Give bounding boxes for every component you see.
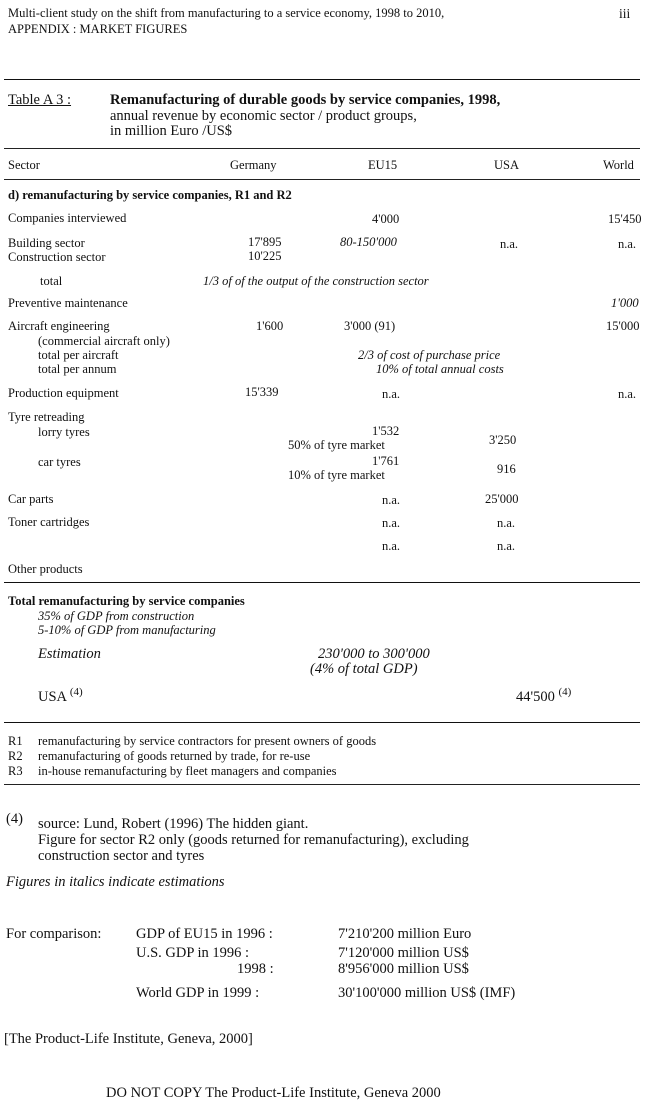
estimation-value: 230'000 to 300'000 <box>318 646 430 662</box>
row-label: Preventive maintenance <box>8 296 128 310</box>
row-label: lorry tyres <box>38 425 90 439</box>
cell-eu15-note: 50% of tyre market <box>288 438 385 452</box>
world-gdp-label: World GDP in 1999 : <box>136 985 260 1001</box>
cell-eu15: n.a. <box>382 493 401 507</box>
row-label: total per annum <box>38 362 117 376</box>
world-gdp-value: 30'100'000 million US$ (IMF) <box>338 985 516 1001</box>
table-title: Remanufacturing of durable goods by service companies, 1998, <box>110 92 501 108</box>
footnote-ref: (4) <box>6 811 23 827</box>
row-label: Production equipment <box>8 386 119 400</box>
footnote-line-2: Figure for sector R2 only (goods returned for remanufacturing), excluding <box>38 832 469 848</box>
eu-gdp-label: GDP of EU15 in 1996 : <box>136 926 273 942</box>
cell-world: 15'000 <box>606 319 640 333</box>
comparison-label: For comparison: <box>6 926 102 942</box>
divider <box>4 784 640 785</box>
table-label: Table A 3 : <box>8 92 72 108</box>
row-label: Construction sector <box>8 250 106 264</box>
row-note: 1/3 of of the output of the construction sector <box>203 274 429 288</box>
column-header-sector: Sector <box>8 158 40 172</box>
row-label: Tyre retreading <box>8 410 85 424</box>
cell-eu15: 80-150'000 <box>340 235 397 249</box>
us-gdp-label: U.S. GDP in 1996 : <box>136 945 250 961</box>
column-header-germany: Germany <box>230 158 277 172</box>
cell-eu15: 1'761 <box>372 454 400 468</box>
estimation-note: (4% of total GDP) <box>310 661 418 677</box>
cell-eu15: n.a. <box>382 539 401 553</box>
row-label: total per aircraft <box>38 348 119 362</box>
cell-usa: 3'250 <box>489 433 517 447</box>
row-label: Other products <box>8 562 83 576</box>
total-note-2: 5-10% of GDP from manufacturing <box>38 623 216 637</box>
header-line-2: APPENDIX : MARKET FIGURES <box>8 22 188 36</box>
cell-germany: 17'895 <box>248 235 282 249</box>
legend-text: remanufacturing of goods returned by trade, for re-use <box>38 749 311 763</box>
section-title: d) remanufacturing by service companies, R1 and R2 <box>8 188 292 202</box>
cell-eu15: 1'532 <box>372 424 400 438</box>
divider <box>4 179 640 180</box>
cell-germany: 1'600 <box>256 319 284 333</box>
cell-eu15-note: 10% of tyre market <box>288 468 385 482</box>
divider <box>4 722 640 723</box>
column-header-world: World <box>603 158 634 172</box>
estimation-label: Estimation <box>38 646 101 662</box>
row-label: Companies interviewed <box>8 211 127 225</box>
row-label: Car parts <box>8 492 54 506</box>
cell-usa: n.a. <box>497 516 516 530</box>
usa-value-footnote-ref: (4) <box>558 686 572 698</box>
usa-value: 44'500 <box>516 688 555 705</box>
cell-usa: 916 <box>497 462 516 476</box>
total-title: Total remanufacturing by service companies <box>8 594 245 608</box>
cell-eu15: n.a. <box>382 516 401 530</box>
table-subtitle-1: annual revenue by economic sector / product groups, <box>110 108 417 124</box>
row-sublabel: (commercial aircraft only) <box>38 334 170 348</box>
row-label: total <box>40 274 63 288</box>
cell-eu15: n.a. <box>382 387 401 401</box>
cell-usa: n.a. <box>500 237 519 251</box>
cell-usa: n.a. <box>497 539 516 553</box>
divider <box>4 582 640 583</box>
legend-code: R2 <box>8 749 23 763</box>
usa-footnote-ref: (4) <box>69 686 83 698</box>
italic-note: Figures in italics indicate estimations <box>6 874 225 890</box>
legend-text: remanufacturing by service contractors for present owners of goods <box>38 734 377 748</box>
header-line-1: Multi-client study on the shift from manufacturing to a service economy, 1998 to 2010, <box>8 6 445 20</box>
cell-germany: 15'339 <box>245 385 279 399</box>
usa-value-row <box>516 686 571 706</box>
cell-eu15: 3'000 (91) <box>344 319 396 333</box>
eu-gdp-value: 7'210'200 million Euro <box>338 926 472 942</box>
total-note-1: 35% of GDP from construction <box>38 609 195 623</box>
usa-label: USA <box>38 688 67 705</box>
legend-code: R3 <box>8 764 23 778</box>
footer-copyright: DO NOT COPY The Product-Life Institute, Geneva 2000 <box>106 1085 441 1101</box>
cell-world: n.a. <box>618 237 637 251</box>
row-note: 2/3 of cost of purchase price <box>358 348 501 362</box>
row-label: car tyres <box>38 455 81 469</box>
cell-eu15: 4'000 <box>372 212 400 226</box>
column-header-usa: USA <box>494 158 520 172</box>
usa-row <box>38 686 83 706</box>
institute-credit: [The Product-Life Institute, Geneva, 2000] <box>4 1031 253 1047</box>
divider <box>4 79 640 80</box>
page-number: iii <box>619 6 631 21</box>
cell-world: n.a. <box>618 387 637 401</box>
us-gdp-1998-label: 1998 : <box>237 961 274 977</box>
us-gdp-value: 7'120'000 million US$ <box>338 945 469 961</box>
cell-usa: 25'000 <box>485 492 519 506</box>
cell-world: 15'450 <box>608 212 642 226</box>
row-label: Aircraft engineering <box>8 319 110 333</box>
footnote-line-3: construction sector and tyres <box>38 848 205 864</box>
row-note: 10% of total annual costs <box>376 362 504 376</box>
row-label: Building sector <box>8 236 85 250</box>
table-subtitle-2: in million Euro /US$ <box>110 123 233 139</box>
row-label: Toner cartridges <box>8 515 90 529</box>
footnote-line-1: source: Lund, Robert (1996) The hidden giant. <box>38 816 309 832</box>
cell-world: 1'000 <box>611 296 639 310</box>
us-gdp-1998-value: 8'956'000 million US$ <box>338 961 469 977</box>
cell-germany: 10'225 <box>248 249 282 263</box>
divider <box>4 148 640 149</box>
column-header-eu15: EU15 <box>368 158 398 172</box>
legend-code: R1 <box>8 734 23 748</box>
legend-text: in-house remanufacturing by fleet managers and companies <box>38 764 337 778</box>
